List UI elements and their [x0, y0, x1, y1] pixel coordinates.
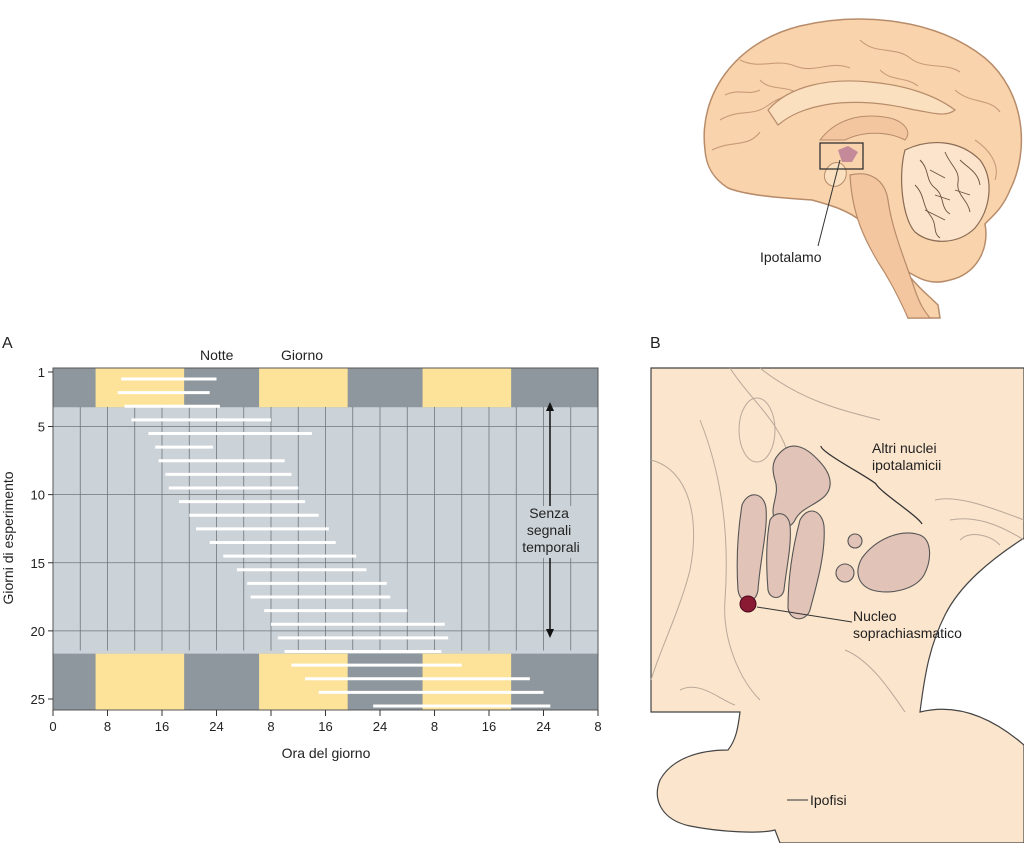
other-nuclei-label: Altri nuclei ipotalamicii	[872, 440, 942, 473]
y-tick-label: 1	[37, 365, 45, 380]
panel-b-label: B	[650, 335, 661, 352]
pituitary-label: Ipofisi	[810, 792, 847, 808]
day-header: Giorno	[281, 347, 324, 363]
x-tick-label: 8	[103, 719, 112, 734]
y-tick-label: 15	[30, 555, 45, 571]
x-tick-label: 24	[209, 719, 224, 734]
x-tick-label: 24	[372, 719, 388, 734]
x-tick-label: 8	[430, 719, 439, 734]
x-tick-label: 16	[154, 719, 170, 734]
x-tick-label: 0	[49, 719, 57, 734]
brain-illustration	[704, 19, 1021, 318]
y-tick-label: 10	[30, 487, 45, 503]
day-band	[423, 654, 512, 710]
x-tick-label: 24	[536, 719, 551, 734]
hypothalamus-label: Ipotalamo	[760, 249, 822, 265]
actogram-chart	[31, 365, 602, 734]
y-tick-label: 25	[30, 692, 45, 707]
panel-a-label: A	[2, 335, 13, 352]
day-band	[423, 368, 512, 407]
night-header: Notte	[200, 347, 234, 363]
day-band	[259, 368, 348, 407]
day-band	[259, 654, 348, 710]
y-axis-label: Giorni di esperimento	[0, 471, 16, 605]
x-tick-label: 16	[318, 719, 333, 734]
x-axis-label: Ora del giorno	[281, 745, 371, 761]
x-tick-label: 8	[594, 719, 602, 734]
y-tick-label: 20	[30, 623, 45, 639]
hypothalamus-section	[651, 368, 1024, 843]
day-band	[96, 368, 185, 407]
scn-label: Nucleo soprachiasmatico	[853, 608, 962, 641]
scn-dot	[740, 596, 756, 612]
x-tick-label: 8	[267, 719, 275, 734]
day-band	[96, 654, 185, 710]
y-tick-label: 5	[37, 419, 45, 435]
no-cues-label: Senza segnali temporali	[522, 505, 580, 555]
x-tick-label: 16	[481, 719, 497, 734]
